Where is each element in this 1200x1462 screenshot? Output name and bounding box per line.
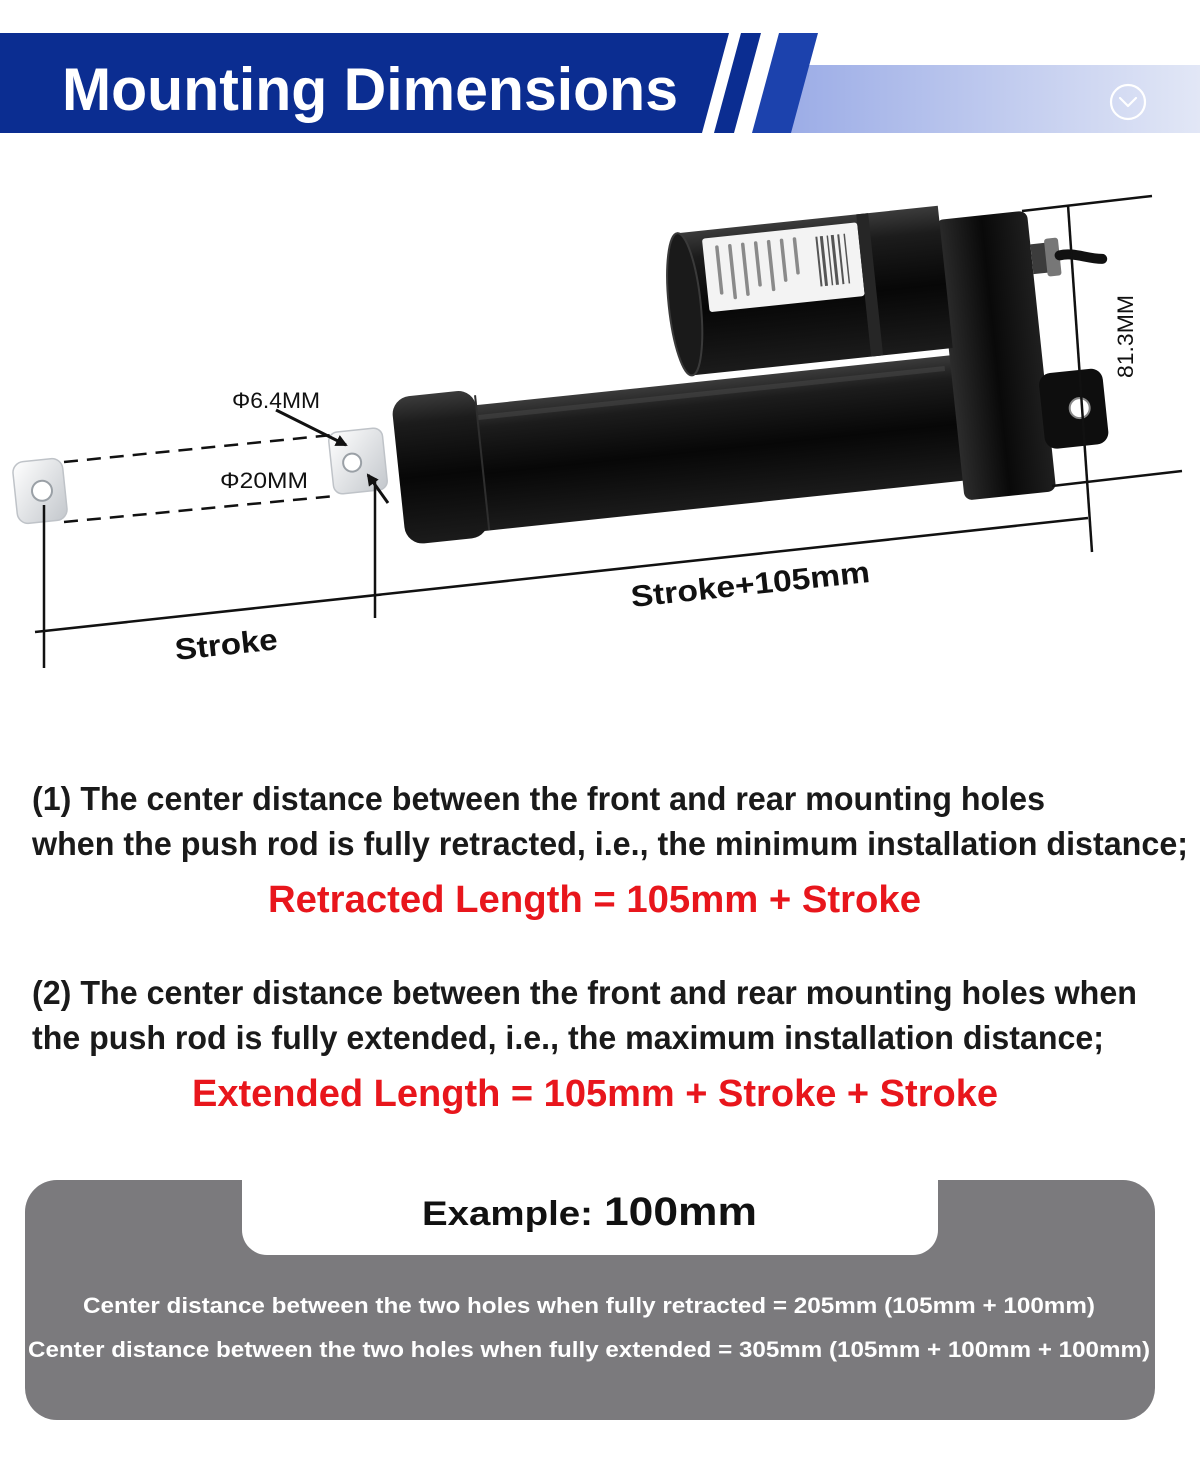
rod-diameter-label: Φ20MM	[220, 468, 308, 493]
length-dimension-line	[35, 518, 1088, 632]
extended-length-formula: Extended Length = 105mm + Stroke + Stroke	[192, 1073, 998, 1115]
hole-diameter-label: Φ6.4MM	[232, 388, 320, 413]
extended-mounting-hole	[31, 480, 53, 502]
accent-bar	[778, 65, 1200, 133]
cable-gland	[1030, 233, 1104, 278]
height-label: 81.3MM	[1113, 298, 1138, 378]
actuator-tube	[464, 354, 974, 532]
section-title: Mounting Dimensions	[62, 56, 678, 123]
rear-mounting-hole	[1069, 397, 1091, 419]
example-extended-line: Center distance between the two holes when fully extended = 305mm (105mm + 100mm + 100mm)	[28, 1337, 1150, 1362]
note-1-line-1: (1) The center distance between the front and rear mounting holes	[32, 780, 1045, 817]
header-banner	[0, 0, 1200, 140]
dimension-diagram	[0, 140, 1200, 700]
front-rod-end	[328, 427, 388, 494]
hole-diameter-arrow	[276, 410, 346, 445]
example-label: Example:	[422, 1195, 593, 1233]
linear-actuator	[377, 189, 1126, 559]
extended-rod-end	[12, 458, 68, 525]
height-top-extension	[1022, 196, 1152, 211]
example-retracted-line: Center distance between the two holes when fully retracted = 205mm (105mm + 100mm)	[83, 1293, 1095, 1318]
description-section	[0, 740, 1200, 1140]
example-value: 100mm	[604, 1190, 757, 1234]
front-mounting-hole	[342, 453, 362, 473]
retracted-length-label: Stroke+105mm	[629, 558, 846, 614]
height-bottom-extension	[1052, 471, 1182, 486]
example-panel	[0, 1170, 1200, 1440]
stroke-label: Stroke	[173, 624, 270, 667]
note-1-line-2: when the push rod is fully retracted, i.e., the minimum installation distance;	[31, 825, 1188, 862]
retracted-length-formula: Retracted Length = 105mm + Stroke	[268, 879, 921, 921]
note-2-line-2: the push rod is fully extended, i.e., the maximum installation distance;	[32, 1019, 1104, 1056]
extended-rod-outline-top	[64, 433, 352, 462]
extended-rod-outline-bottom	[64, 496, 335, 522]
note-2-line-1: (2) The center distance between the front and rear mounting holes when	[32, 974, 1137, 1011]
actuator-front-collar	[391, 389, 490, 545]
